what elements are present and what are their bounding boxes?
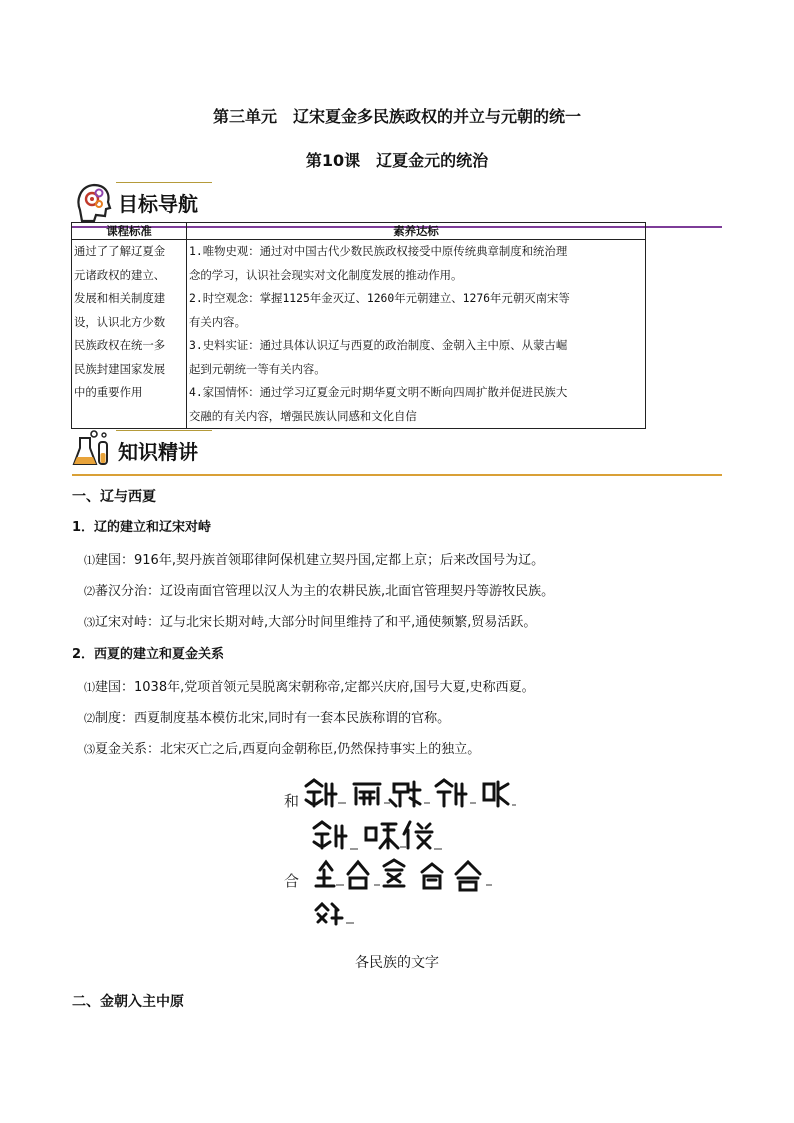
cell-line: 起到元朝统一等有关内容。 [189,361,326,376]
cell-line: 4.家国情怀：通过学习辽夏金元时期华夏文明不断向四周扩散并促进民族大 [189,385,568,399]
figure-lead-char: 合 [284,872,300,890]
ethnic-scripts-image [280,774,520,934]
lab-flask-icon [72,428,114,470]
list-item: ⑴建国：916年,契丹族首领耶律阿保机建立契丹国,定都上京；后来改国号为辽。 [84,553,545,568]
section-heading: 一、辽与西夏 [72,489,156,505]
cell-line: 中的重要作用 [74,385,143,399]
knowledge-header [72,428,722,476]
cell-line: 民族封建国家发展 [74,361,166,376]
table-header-row [72,223,646,240]
table-row [72,240,646,429]
section-heading: 二、金朝入主中原 [72,994,184,1010]
cell-line: 设，认识北方少数 [74,314,166,329]
unit-title: 第三单元 辽宋夏金多民族政权的并立与元朝的统一 [212,107,581,126]
cell-line: 元诸政权的建立、 [74,267,166,282]
cell-line: 交融的有关内容，增强民族认同感和文化自信 [189,408,417,423]
cell-line: 通过了了解辽夏金 [74,244,166,258]
cell-line: 3.史料实证：通过具体认识辽与西夏的政治制度、金朝入主中原、从蒙古崛 [189,338,568,352]
cell-line: 2.时空观念：掌握1125年金灭辽、1260年元朝建立、1276年元朝灭南宋等 [189,291,570,305]
figure-lead-char: 和 [284,792,300,810]
literacy-cell [187,240,646,429]
standards-table [71,222,646,429]
list-item: ⑴建国：1038年,党项首领元昊脱离宋朝称帝,定都兴庆府,国号大夏,史称西夏。 [84,680,535,695]
head-gears-icon [72,180,114,222]
cell-line: 1.唯物史观：通过对中国古代少数民族政权接受中原传统典章制度和统治理 [189,244,568,258]
knowledge-title: 知识精讲 [118,440,198,464]
figure-caption: 各民族的文字 [355,955,439,971]
subsection-heading: 1．辽的建立和辽宋对峙 [72,520,212,535]
list-item: ⑶夏金关系：北宋灭亡之后,西夏向金朝称臣,仍然保持事实上的独立。 [84,742,481,757]
cell-line: 发展和相关制度建 [74,291,166,305]
target-navigation-title: 目标导航 [118,192,198,216]
list-item: ⑵蕃汉分治：辽设南面官管理以汉人为主的农耕民族,北面官管理契丹等游牧民族。 [84,584,555,599]
subsection-heading: 2．西夏的建立和夏金关系 [72,647,225,662]
list-item: ⑵制度：西夏制度基本模仿北宋,同时有一套本民族称谓的官称。 [84,711,451,726]
column-header: 素养达标 [187,223,646,240]
cell-line: 有关内容。 [189,314,246,329]
header-divider [72,474,722,476]
target-navigation-header [72,180,722,228]
lesson-title: 第10课 辽夏金元的统治 [305,151,489,170]
cell-line: 民族政权在统一多 [74,338,166,352]
course-standard-cell [72,240,187,429]
cell-line: 念的学习，认识社会现实对文化制度发展的推动作用。 [189,267,463,282]
list-item: ⑶辽宋对峙：辽与北宋长期对峙,大部分时间里维持了和平,通使频繁,贸易活跃。 [84,615,537,630]
column-header: 课程标准 [72,223,187,240]
